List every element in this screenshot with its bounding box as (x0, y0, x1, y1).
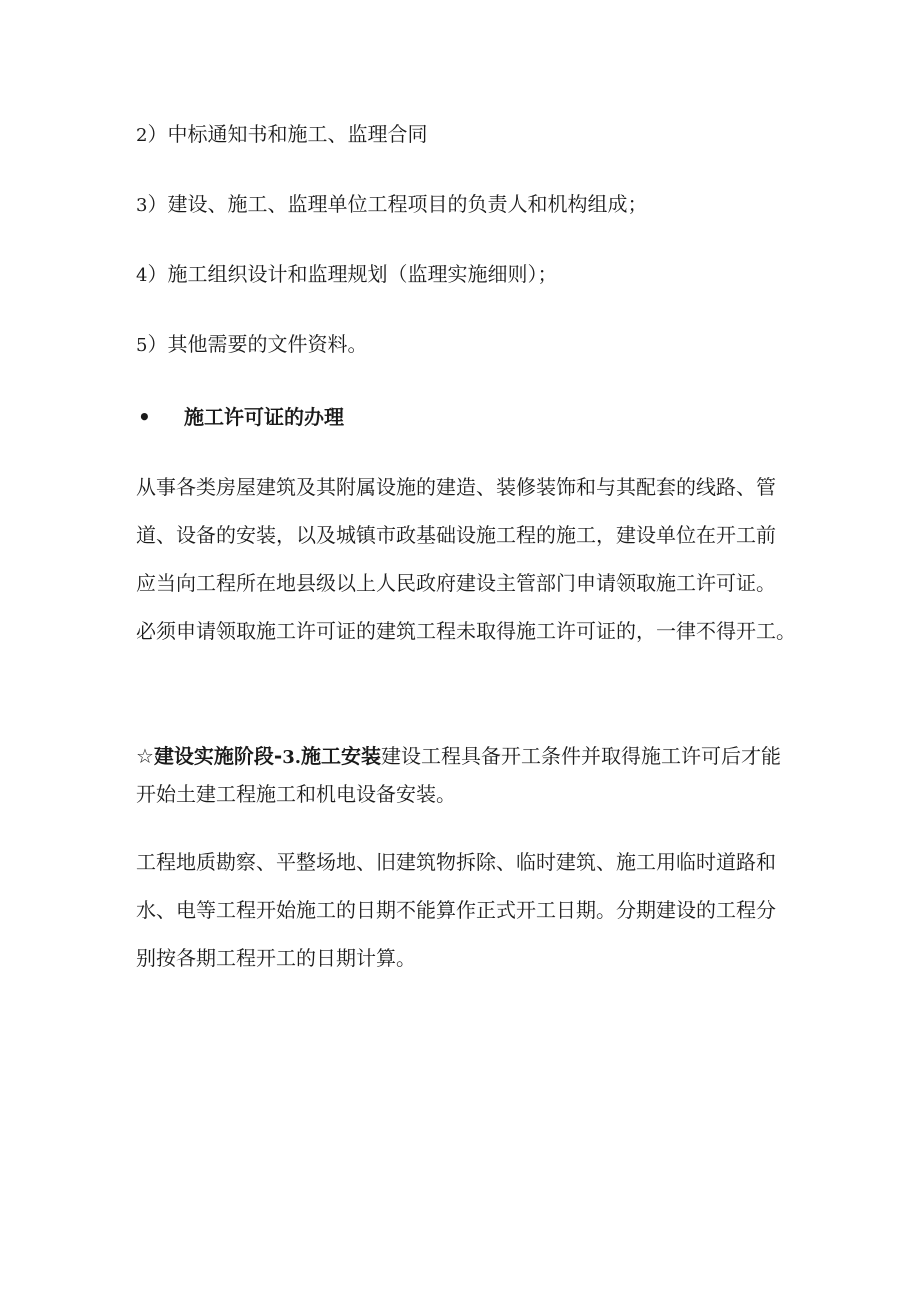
list-number: 4 (136, 265, 148, 286)
stage-line-2: 开始土建工程施工和机电设备安装。 (136, 782, 456, 806)
list-item-2 (136, 120, 427, 150)
paragraph-line: 道、设备的安装，以及城镇市政基础设施工程的施工，建设单位在开工前 (136, 523, 776, 547)
paragraph-line: 从事各类房屋建筑及其附属设施的建造、装修装饰和与其配套的线路、管 (136, 475, 776, 499)
list-number: 3 (136, 195, 148, 216)
stage-number: 3. (282, 747, 302, 768)
bullet-icon: • (138, 405, 151, 429)
list-bracket: ） (147, 192, 168, 216)
list-bracket: ） (147, 122, 168, 146)
list-number: 2 (136, 125, 148, 146)
stage-text: 建设工程具备开工条件并取得施工许可后才能 (381, 744, 782, 768)
star-icon: ☆ (136, 744, 154, 768)
paragraph-line: 必须申请领取施工许可证的建筑工程未取得施工许可证的，一律不得开工。 (136, 619, 796, 643)
list-bracket: ） (147, 262, 168, 286)
section-heading: 施工许可证的办理 (184, 405, 344, 429)
list-text: 施工组织设计和监理规划（监理实施细则）； (167, 262, 558, 286)
list-item-5 (136, 330, 367, 360)
list-item-4 (136, 260, 557, 290)
paragraph-line: 水、电等工程开始施工的日期不能算作正式开工日期。分期建设的工程分 (136, 898, 776, 922)
list-number: 5 (136, 335, 148, 356)
paragraph-line: 工程地质勘察、平整场地、旧建筑物拆除、临时建筑、施工用临时道路和 (136, 850, 776, 874)
stage-subtitle: 施工安装 (301, 744, 382, 768)
list-text: 其他需要的文件资料。 (167, 332, 368, 356)
list-item-3 (136, 190, 647, 220)
paragraph-line: 应当向工程所在地县级以上人民政府建设主管部门申请领取施工许可证。 (136, 571, 776, 595)
stage-line-1 (136, 742, 781, 772)
list-text: 建设、施工、监理单位工程项目的负责人和机构组成； (167, 192, 648, 216)
list-bracket: ） (147, 332, 168, 356)
paragraph-line: 别按各期工程开工的日期计算。 (136, 946, 416, 970)
list-text: 中标通知书和施工、监理合同 (167, 122, 428, 146)
stage-title: 建设实施阶段- (153, 744, 283, 768)
